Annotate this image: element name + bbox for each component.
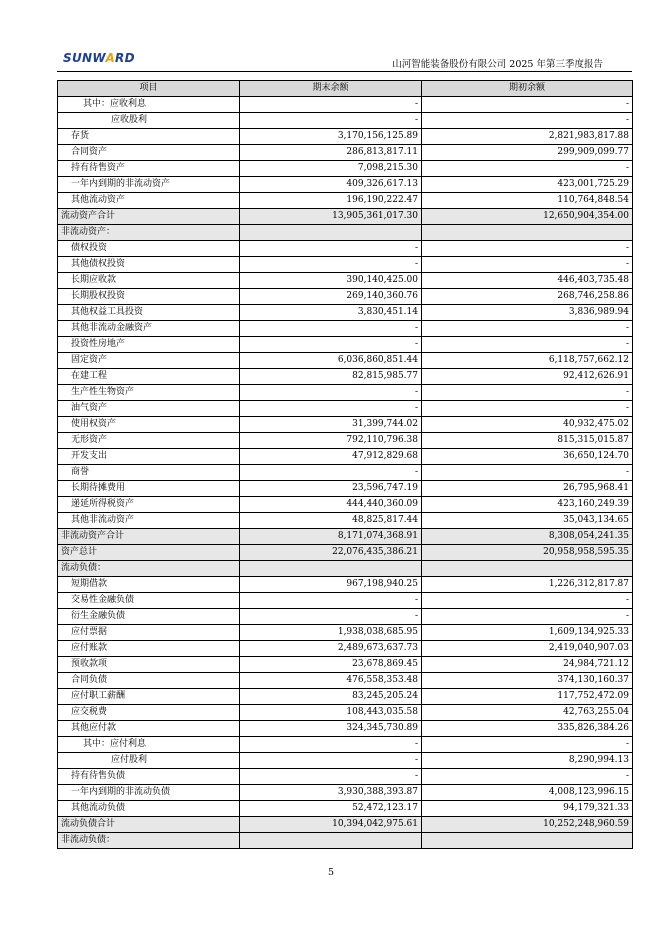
row-label: 其中：应收利息 [58, 97, 240, 113]
row-begin-balance: 26,795,968.41 [422, 481, 633, 497]
row-begin-balance: - [422, 609, 633, 625]
page-number: 5 [327, 867, 335, 878]
row-end-balance: 83,245,205.24 [240, 689, 422, 705]
row-begin-balance: - [422, 465, 633, 481]
row-end-balance: 52,472,123.17 [240, 801, 422, 817]
table-row [58, 193, 633, 209]
header-divider [57, 71, 632, 72]
row-end-balance [240, 833, 422, 849]
table-row [58, 561, 633, 577]
row-end-balance: 31,399,744.02 [240, 417, 422, 433]
row-begin-balance: - [422, 113, 633, 129]
row-begin-balance: 1,226,312,817.87 [422, 577, 633, 593]
row-begin-balance: 6,118,757,662.12 [422, 353, 633, 369]
row-end-balance: - [240, 241, 422, 257]
row-begin-balance: - [422, 321, 633, 337]
row-end-balance: 108,443,035.58 [240, 705, 422, 721]
row-end-balance: 2,489,673,637.73 [240, 641, 422, 657]
row-label: 其中：应付利息 [58, 737, 240, 753]
row-end-balance: 324,345,730.89 [240, 721, 422, 737]
row-begin-balance: 36,650,124.70 [422, 449, 633, 465]
row-label: 长期待摊费用 [58, 481, 240, 497]
row-label: 其他非流动金融资产 [58, 321, 240, 337]
row-begin-balance: - [422, 737, 633, 753]
row-label: 持有待售负债 [58, 769, 240, 785]
table-row [58, 417, 633, 433]
table-row [58, 481, 633, 497]
column-header-item: 项目 [58, 81, 240, 97]
row-label: 合同负债 [58, 673, 240, 689]
row-label: 生产性生物资产 [58, 385, 240, 401]
row-end-balance: 8,171,074,368.91 [240, 529, 422, 545]
table-row [58, 209, 633, 225]
row-begin-balance: 92,412,626.91 [422, 369, 633, 385]
row-label: 长期股权投资 [58, 289, 240, 305]
row-end-balance: - [240, 769, 422, 785]
company-logo [63, 51, 135, 65]
table-row [58, 689, 633, 705]
row-label: 其他流动负债 [58, 801, 240, 817]
row-end-balance: - [240, 337, 422, 353]
row-label: 流动资产合计 [58, 209, 240, 225]
row-end-balance: - [240, 401, 422, 417]
row-label: 应收股利 [58, 113, 240, 129]
table-row [58, 353, 633, 369]
row-begin-balance: 423,001,725.29 [422, 177, 633, 193]
table-row [58, 369, 633, 385]
row-begin-balance: - [422, 161, 633, 177]
row-begin-balance [422, 561, 633, 577]
row-end-balance: 6,036,860,851.44 [240, 353, 422, 369]
row-label: 开发支出 [58, 449, 240, 465]
table-row [58, 769, 633, 785]
report-title: 山河智能装备股份有限公司 2025 年第三季度报告 [392, 59, 603, 70]
row-end-balance: 967,198,940.25 [240, 577, 422, 593]
row-label: 油气资产 [58, 401, 240, 417]
row-label: 持有待售资产 [58, 161, 240, 177]
row-label: 存货 [58, 129, 240, 145]
row-begin-balance: 2,419,040,907.03 [422, 641, 633, 657]
row-end-balance: 22,076,435,386.21 [240, 545, 422, 561]
logo-text-tail: RD [115, 51, 135, 65]
row-begin-balance: - [422, 593, 633, 609]
row-end-balance: 23,678,869.45 [240, 657, 422, 673]
row-begin-balance: 110,764,848.54 [422, 193, 633, 209]
table-row [58, 129, 633, 145]
table-row [58, 161, 633, 177]
row-begin-balance: - [422, 401, 633, 417]
row-label: 其他应付款 [58, 721, 240, 737]
table-row [58, 385, 633, 401]
row-end-balance: 47,912,829.68 [240, 449, 422, 465]
row-end-balance: - [240, 385, 422, 401]
row-end-balance: - [240, 753, 422, 769]
table-row [58, 321, 633, 337]
column-header-begin-balance: 期初余额 [422, 81, 633, 97]
row-label: 应交税费 [58, 705, 240, 721]
table-row [58, 449, 633, 465]
row-label: 债权投资 [58, 241, 240, 257]
row-begin-balance: - [422, 97, 633, 113]
column-header-end-balance: 期末余额 [240, 81, 422, 97]
row-begin-balance: 12,650,904,354.00 [422, 209, 633, 225]
row-begin-balance: 374,130,160.37 [422, 673, 633, 689]
row-begin-balance: 8,308,054,241.35 [422, 529, 633, 545]
row-end-balance: 3,830,451.14 [240, 305, 422, 321]
row-begin-balance: 10,252,248,960.59 [422, 817, 633, 833]
table-row [58, 657, 633, 673]
row-label: 应付票据 [58, 625, 240, 641]
row-begin-balance: - [422, 257, 633, 273]
row-end-balance: - [240, 321, 422, 337]
row-end-balance: - [240, 97, 422, 113]
row-begin-balance: 335,826,384.26 [422, 721, 633, 737]
row-end-balance: - [240, 737, 422, 753]
table-row [58, 705, 633, 721]
row-end-balance: 286,813,817.11 [240, 145, 422, 161]
table-row [58, 337, 633, 353]
row-end-balance: - [240, 257, 422, 273]
table-row [58, 513, 633, 529]
logo-text-accent: A [105, 51, 116, 65]
row-begin-balance: 35,043,134.65 [422, 513, 633, 529]
row-end-balance: 390,140,425.00 [240, 273, 422, 289]
row-begin-balance: 4,008,123,996.15 [422, 785, 633, 801]
row-end-balance: 3,170,156,125.89 [240, 129, 422, 145]
row-label: 短期借款 [58, 577, 240, 593]
table-row [58, 753, 633, 769]
row-end-balance [240, 225, 422, 241]
table-row [58, 401, 633, 417]
row-begin-balance: 20,958,958,595.35 [422, 545, 633, 561]
row-label: 衍生金融负债 [58, 609, 240, 625]
row-begin-balance: 299,909,099.77 [422, 145, 633, 161]
row-label: 交易性金融负债 [58, 593, 240, 609]
row-begin-balance: - [422, 769, 633, 785]
row-label: 其他流动资产 [58, 193, 240, 209]
row-label: 应付账款 [58, 641, 240, 657]
table-row [58, 593, 633, 609]
row-end-balance: 444,440,360.09 [240, 497, 422, 513]
table-row [58, 785, 633, 801]
row-end-balance: 3,930,388,393.87 [240, 785, 422, 801]
row-label: 合同资产 [58, 145, 240, 161]
table-row [58, 225, 633, 241]
table-row [58, 625, 633, 641]
row-begin-balance: 446,403,735.48 [422, 273, 633, 289]
row-label: 在建工程 [58, 369, 240, 385]
row-end-balance: - [240, 465, 422, 481]
row-begin-balance: - [422, 385, 633, 401]
row-label: 应付职工薪酬 [58, 689, 240, 705]
table-row [58, 433, 633, 449]
row-end-balance: 7,098,215.30 [240, 161, 422, 177]
row-label: 非流动资产： [58, 225, 240, 241]
table-row [58, 817, 633, 833]
row-label: 预收款项 [58, 657, 240, 673]
row-label: 其他债权投资 [58, 257, 240, 273]
table-row [58, 641, 633, 657]
row-label: 一年内到期的非流动资产 [58, 177, 240, 193]
row-begin-balance: - [422, 241, 633, 257]
table-row [58, 257, 633, 273]
table-row [58, 801, 633, 817]
row-label: 长期应收款 [58, 273, 240, 289]
row-label: 非流动资产合计 [58, 529, 240, 545]
table-row [58, 721, 633, 737]
row-end-balance: 409,326,617.13 [240, 177, 422, 193]
row-begin-balance: 423,160,249.39 [422, 497, 633, 513]
row-label: 商誉 [58, 465, 240, 481]
row-begin-balance: 24,984,721.12 [422, 657, 633, 673]
row-label: 使用权资产 [58, 417, 240, 433]
table-row [58, 241, 633, 257]
row-begin-balance: 2,821,983,817.88 [422, 129, 633, 145]
row-label: 投资性房地产 [58, 337, 240, 353]
row-label: 固定资产 [58, 353, 240, 369]
row-end-balance: 1,938,038,685.95 [240, 625, 422, 641]
table-row [58, 145, 633, 161]
row-begin-balance: - [422, 337, 633, 353]
table-row [58, 465, 633, 481]
row-end-balance [240, 561, 422, 577]
table-header-row [58, 81, 633, 97]
table-row [58, 545, 633, 561]
row-label: 其他非流动资产 [58, 513, 240, 529]
table-row [58, 273, 633, 289]
row-end-balance: 13,905,361,017.30 [240, 209, 422, 225]
row-end-balance: 82,815,985.77 [240, 369, 422, 385]
row-label: 非流动负债： [58, 833, 240, 849]
row-end-balance: 10,394,042,975.61 [240, 817, 422, 833]
logo-text-main: SUNW [63, 51, 106, 65]
row-end-balance: 23,596,747.19 [240, 481, 422, 497]
row-label: 流动负债合计 [58, 817, 240, 833]
balance-sheet-table [57, 80, 633, 849]
table-row [58, 609, 633, 625]
row-begin-balance: 8,290,994.13 [422, 753, 633, 769]
row-begin-balance [422, 833, 633, 849]
row-label: 其他权益工具投资 [58, 305, 240, 321]
row-end-balance: 269,140,360.76 [240, 289, 422, 305]
row-end-balance: - [240, 609, 422, 625]
table-row [58, 177, 633, 193]
table-row [58, 113, 633, 129]
row-begin-balance: 94,179,321.33 [422, 801, 633, 817]
table-row [58, 737, 633, 753]
table-row [58, 289, 633, 305]
row-end-balance: - [240, 113, 422, 129]
table-row [58, 577, 633, 593]
row-begin-balance: 268,746,258.86 [422, 289, 633, 305]
row-begin-balance: 40,932,475.02 [422, 417, 633, 433]
row-label: 递延所得税资产 [58, 497, 240, 513]
row-end-balance: 792,110,796.38 [240, 433, 422, 449]
row-begin-balance: 42,763,255.04 [422, 705, 633, 721]
row-label: 无形资产 [58, 433, 240, 449]
row-label: 资产总计 [58, 545, 240, 561]
row-begin-balance: 815,315,015.87 [422, 433, 633, 449]
table-row [58, 673, 633, 689]
row-label: 流动负债： [58, 561, 240, 577]
row-end-balance: 196,190,222.47 [240, 193, 422, 209]
row-begin-balance: 3,836,989.94 [422, 305, 633, 321]
row-begin-balance: 1,609,134,925.33 [422, 625, 633, 641]
row-end-balance: - [240, 593, 422, 609]
row-begin-balance [422, 225, 633, 241]
row-end-balance: 48,825,817.44 [240, 513, 422, 529]
table-row [58, 305, 633, 321]
row-begin-balance: 117,752,472.09 [422, 689, 633, 705]
table-row [58, 97, 633, 113]
row-label: 应付股利 [58, 753, 240, 769]
row-label: 一年内到期的非流动负债 [58, 785, 240, 801]
table-row [58, 529, 633, 545]
table-row [58, 833, 633, 849]
table-row [58, 497, 633, 513]
row-end-balance: 476,558,353.48 [240, 673, 422, 689]
